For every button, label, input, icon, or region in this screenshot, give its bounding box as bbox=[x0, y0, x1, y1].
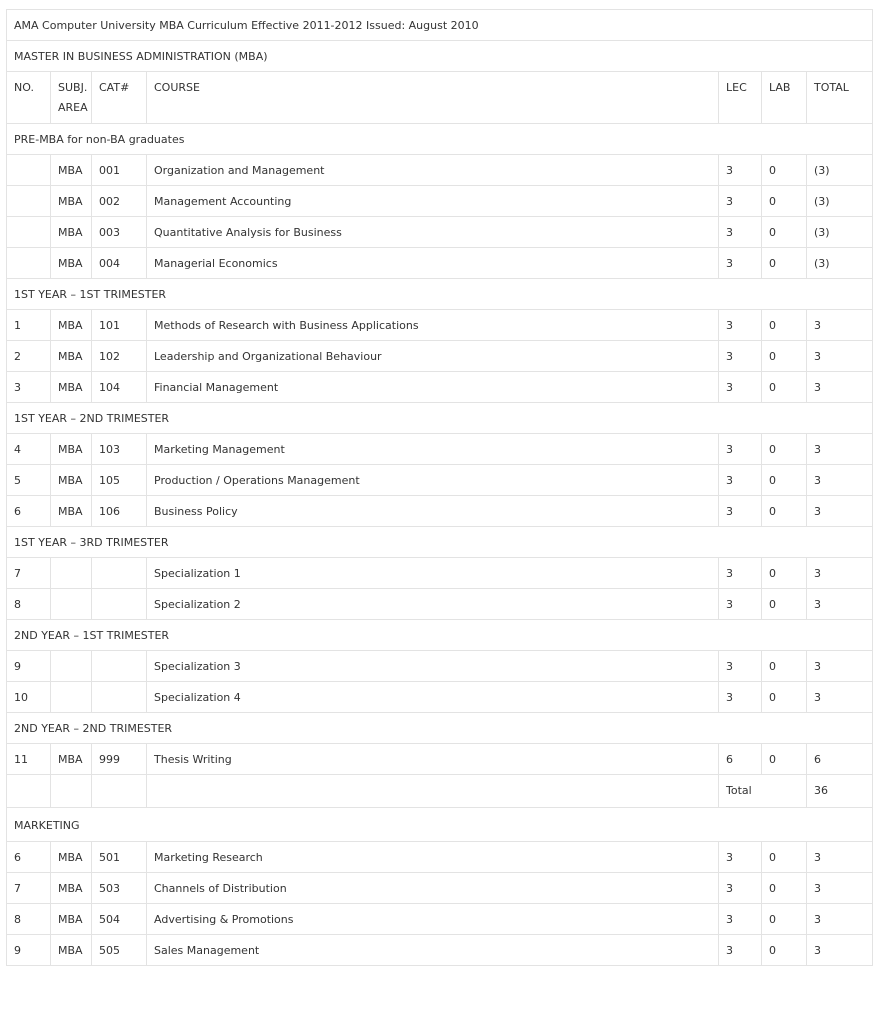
section-header-row bbox=[7, 527, 873, 558]
table-row bbox=[7, 589, 873, 620]
section-header-row bbox=[7, 808, 873, 842]
cell-no: 8 bbox=[7, 589, 51, 620]
cell-no: 5 bbox=[7, 465, 51, 496]
section-title: 2ND YEAR – 2ND TRIMESTER bbox=[7, 713, 873, 744]
cell-subject-area bbox=[51, 682, 92, 713]
section-title: 1ST YEAR – 3RD TRIMESTER bbox=[7, 527, 873, 558]
table-row bbox=[7, 155, 873, 186]
cell-catalog-number bbox=[92, 651, 147, 682]
cell-total: 3 bbox=[807, 372, 873, 403]
cell-no: 2 bbox=[7, 341, 51, 372]
cell-total: (3) bbox=[807, 217, 873, 248]
cell-subject-area: MBA bbox=[51, 434, 92, 465]
cell-catalog-number: 004 bbox=[92, 248, 147, 279]
section-title: 2ND YEAR – 1ST TRIMESTER bbox=[7, 620, 873, 651]
program-title: MASTER IN BUSINESS ADMINISTRATION (MBA) bbox=[7, 41, 873, 72]
cell-course: Financial Management bbox=[147, 372, 719, 403]
grand-total-row bbox=[7, 775, 873, 808]
cell-catalog-number: 103 bbox=[92, 434, 147, 465]
cell-no: 6 bbox=[7, 496, 51, 527]
cell-subject-area: MBA bbox=[51, 744, 92, 775]
cell-no: 3 bbox=[7, 372, 51, 403]
cell-lab: 0 bbox=[762, 682, 807, 713]
cell-subject-area: MBA bbox=[51, 873, 92, 904]
cell-total: 3 bbox=[807, 496, 873, 527]
section-title: 1ST YEAR – 2ND TRIMESTER bbox=[7, 403, 873, 434]
cell-subject-area bbox=[51, 558, 92, 589]
cell-total: 3 bbox=[807, 904, 873, 935]
header-course: COURSE bbox=[147, 72, 719, 124]
cell-subject-area: MBA bbox=[51, 155, 92, 186]
cell-lab: 0 bbox=[762, 904, 807, 935]
table-row bbox=[7, 248, 873, 279]
column-header-row bbox=[7, 72, 873, 124]
cell-no: 6 bbox=[7, 842, 51, 873]
cell-lab: 0 bbox=[762, 651, 807, 682]
cell-subject-area: MBA bbox=[51, 186, 92, 217]
cell-lab: 0 bbox=[762, 155, 807, 186]
cell-course: Advertising & Promotions bbox=[147, 904, 719, 935]
header-lec: LEC bbox=[719, 72, 762, 124]
cell-course: Quantitative Analysis for Business bbox=[147, 217, 719, 248]
cell-no: 11 bbox=[7, 744, 51, 775]
table-row bbox=[7, 904, 873, 935]
cell-catalog-number: 106 bbox=[92, 496, 147, 527]
cell-lab: 0 bbox=[762, 842, 807, 873]
cell-lab: 0 bbox=[762, 744, 807, 775]
cell-course: Marketing Research bbox=[147, 842, 719, 873]
cell-total: 3 bbox=[807, 935, 873, 966]
cell-lab: 0 bbox=[762, 341, 807, 372]
cell-lab: 0 bbox=[762, 434, 807, 465]
cell-lec: 3 bbox=[719, 372, 762, 403]
cell-lab: 0 bbox=[762, 372, 807, 403]
cell-course: Sales Management bbox=[147, 935, 719, 966]
cell-lec: 3 bbox=[719, 155, 762, 186]
cell-total: 3 bbox=[807, 873, 873, 904]
section-title: MARKETING bbox=[7, 808, 873, 842]
cell-lec: 3 bbox=[719, 310, 762, 341]
cell-subject-area: MBA bbox=[51, 372, 92, 403]
cell-lab: 0 bbox=[762, 465, 807, 496]
cell-subject-area: MBA bbox=[51, 935, 92, 966]
cell-catalog-number bbox=[92, 589, 147, 620]
empty-cell bbox=[762, 775, 807, 808]
table-row bbox=[7, 842, 873, 873]
cell-catalog-number: 504 bbox=[92, 904, 147, 935]
cell-no: 7 bbox=[7, 873, 51, 904]
cell-lab: 0 bbox=[762, 310, 807, 341]
cell-lec: 3 bbox=[719, 651, 762, 682]
cell-lab: 0 bbox=[762, 935, 807, 966]
cell-course: Marketing Management bbox=[147, 434, 719, 465]
curriculum-table bbox=[6, 9, 873, 966]
cell-lec: 3 bbox=[719, 186, 762, 217]
table-row bbox=[7, 434, 873, 465]
section-title: PRE-MBA for non-BA graduates bbox=[7, 124, 873, 155]
cell-no: 9 bbox=[7, 935, 51, 966]
cell-total: 3 bbox=[807, 589, 873, 620]
cell-catalog-number bbox=[92, 682, 147, 713]
cell-no: 7 bbox=[7, 558, 51, 589]
empty-cell bbox=[92, 775, 147, 808]
cell-lec: 3 bbox=[719, 434, 762, 465]
cell-subject-area: MBA bbox=[51, 248, 92, 279]
header-lab: LAB bbox=[762, 72, 807, 124]
cell-catalog-number: 999 bbox=[92, 744, 147, 775]
cell-no bbox=[7, 217, 51, 248]
section-title: 1ST YEAR – 1ST TRIMESTER bbox=[7, 279, 873, 310]
cell-subject-area bbox=[51, 651, 92, 682]
header-total: TOTAL bbox=[807, 72, 873, 124]
cell-subject-area: MBA bbox=[51, 465, 92, 496]
cell-total: (3) bbox=[807, 186, 873, 217]
table-row bbox=[7, 744, 873, 775]
cell-total: 3 bbox=[807, 341, 873, 372]
cell-course: Business Policy bbox=[147, 496, 719, 527]
cell-lec: 3 bbox=[719, 496, 762, 527]
cell-total: 3 bbox=[807, 651, 873, 682]
cell-total: 3 bbox=[807, 310, 873, 341]
cell-course: Leadership and Organizational Behaviour bbox=[147, 341, 719, 372]
cell-catalog-number: 101 bbox=[92, 310, 147, 341]
table-row bbox=[7, 558, 873, 589]
cell-lec: 3 bbox=[719, 935, 762, 966]
cell-no: 1 bbox=[7, 310, 51, 341]
empty-cell bbox=[147, 775, 719, 808]
cell-no: 4 bbox=[7, 434, 51, 465]
section-header-row bbox=[7, 620, 873, 651]
cell-course: Production / Operations Management bbox=[147, 465, 719, 496]
cell-lec: 3 bbox=[719, 248, 762, 279]
cell-lec: 6 bbox=[719, 744, 762, 775]
table-row bbox=[7, 372, 873, 403]
cell-lec: 3 bbox=[719, 217, 762, 248]
section-header-row bbox=[7, 403, 873, 434]
empty-cell bbox=[51, 775, 92, 808]
cell-lec: 3 bbox=[719, 341, 762, 372]
cell-subject-area: MBA bbox=[51, 496, 92, 527]
cell-no bbox=[7, 186, 51, 217]
grand-total-value: 36 bbox=[807, 775, 873, 808]
cell-subject-area bbox=[51, 589, 92, 620]
cell-catalog-number bbox=[92, 558, 147, 589]
grand-total-label: Total bbox=[719, 775, 762, 808]
cell-course: Organization and Management bbox=[147, 155, 719, 186]
header-no: NO. bbox=[7, 72, 51, 124]
cell-total: 3 bbox=[807, 558, 873, 589]
cell-no: 10 bbox=[7, 682, 51, 713]
table-row bbox=[7, 465, 873, 496]
cell-subject-area: MBA bbox=[51, 904, 92, 935]
cell-lab: 0 bbox=[762, 558, 807, 589]
cell-total: 6 bbox=[807, 744, 873, 775]
cell-catalog-number: 505 bbox=[92, 935, 147, 966]
cell-course: Thesis Writing bbox=[147, 744, 719, 775]
cell-catalog-number: 104 bbox=[92, 372, 147, 403]
cell-total: (3) bbox=[807, 155, 873, 186]
cell-subject-area: MBA bbox=[51, 842, 92, 873]
cell-lec: 3 bbox=[719, 842, 762, 873]
table-row bbox=[7, 310, 873, 341]
cell-lec: 3 bbox=[719, 873, 762, 904]
cell-catalog-number: 105 bbox=[92, 465, 147, 496]
cell-subject-area: MBA bbox=[51, 341, 92, 372]
table-row bbox=[7, 873, 873, 904]
cell-total: 3 bbox=[807, 842, 873, 873]
cell-lab: 0 bbox=[762, 496, 807, 527]
section-header-row bbox=[7, 124, 873, 155]
table-row bbox=[7, 651, 873, 682]
cell-catalog-number: 001 bbox=[92, 155, 147, 186]
curriculum-container bbox=[6, 9, 872, 966]
cell-course: Specialization 4 bbox=[147, 682, 719, 713]
cell-lec: 3 bbox=[719, 589, 762, 620]
cell-lec: 3 bbox=[719, 558, 762, 589]
cell-course: Managerial Economics bbox=[147, 248, 719, 279]
document-title: AMA Computer University MBA Curriculum Effective 2011-2012 Issued: August 2010 bbox=[7, 10, 873, 41]
cell-lab: 0 bbox=[762, 248, 807, 279]
cell-total: 3 bbox=[807, 682, 873, 713]
table-row bbox=[7, 682, 873, 713]
table-row bbox=[7, 217, 873, 248]
table-row bbox=[7, 496, 873, 527]
cell-catalog-number: 501 bbox=[92, 842, 147, 873]
cell-course: Channels of Distribution bbox=[147, 873, 719, 904]
cell-course: Specialization 2 bbox=[147, 589, 719, 620]
cell-total: (3) bbox=[807, 248, 873, 279]
table-row bbox=[7, 186, 873, 217]
cell-subject-area: MBA bbox=[51, 217, 92, 248]
table-row bbox=[7, 341, 873, 372]
cell-lab: 0 bbox=[762, 217, 807, 248]
cell-no bbox=[7, 248, 51, 279]
empty-cell bbox=[7, 775, 51, 808]
cell-subject-area: MBA bbox=[51, 310, 92, 341]
cell-course: Methods of Research with Business Applications bbox=[147, 310, 719, 341]
cell-total: 3 bbox=[807, 434, 873, 465]
section-header-row bbox=[7, 713, 873, 744]
section-header-row bbox=[7, 279, 873, 310]
cell-no: 8 bbox=[7, 904, 51, 935]
cell-catalog-number: 503 bbox=[92, 873, 147, 904]
cell-catalog-number: 003 bbox=[92, 217, 147, 248]
cell-course: Management Accounting bbox=[147, 186, 719, 217]
cell-lab: 0 bbox=[762, 589, 807, 620]
cell-lec: 3 bbox=[719, 904, 762, 935]
cell-no bbox=[7, 155, 51, 186]
cell-course: Specialization 1 bbox=[147, 558, 719, 589]
cell-catalog-number: 102 bbox=[92, 341, 147, 372]
cell-lab: 0 bbox=[762, 186, 807, 217]
cell-lec: 3 bbox=[719, 465, 762, 496]
cell-total: 3 bbox=[807, 465, 873, 496]
cell-catalog-number: 002 bbox=[92, 186, 147, 217]
table-row bbox=[7, 935, 873, 966]
cell-course: Specialization 3 bbox=[147, 651, 719, 682]
header-subject-area: SUBJ. AREA bbox=[51, 72, 92, 124]
header-catalog-number: CAT# bbox=[92, 72, 147, 124]
cell-lec: 3 bbox=[719, 682, 762, 713]
cell-lab: 0 bbox=[762, 873, 807, 904]
cell-no: 9 bbox=[7, 651, 51, 682]
